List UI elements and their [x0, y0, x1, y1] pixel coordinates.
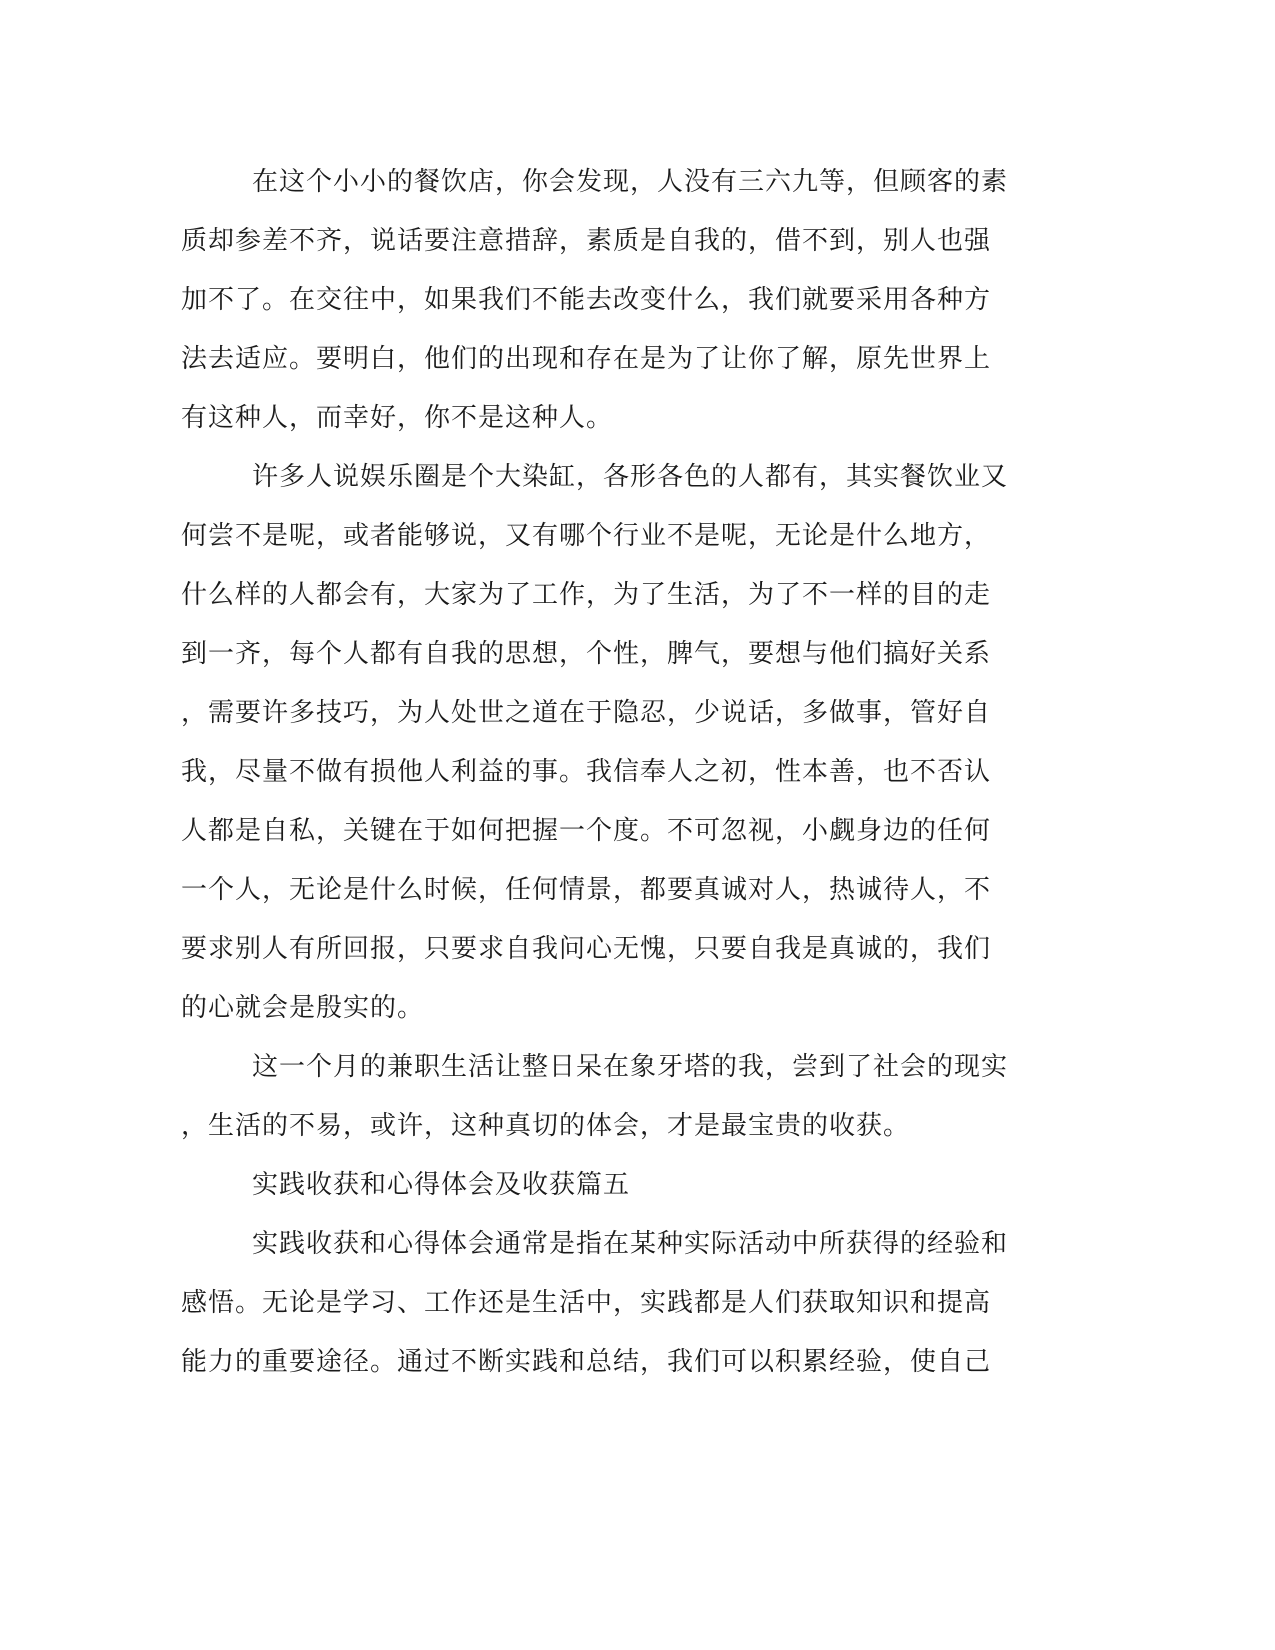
- text-line: [0, 693, 1275, 733]
- paragraph-2-line-1: 许多人说娱乐圈是个大染缸，各形各色的人都有，其实餐饮业又: [252, 462, 1009, 492]
- paragraph-1-line-1: 在这个小小的餐饮店，你会发现，人没有三六九等，但顾客的素: [252, 167, 1009, 197]
- text-line: [0, 575, 1275, 615]
- text-line: [0, 162, 1275, 202]
- section-heading: 实践收获和心得体会及收获篇五: [252, 1170, 631, 1200]
- text-line: [0, 1165, 1275, 1205]
- paragraph-2-line-2: 何尝不是呢，或者能够说，又有哪个行业不是呢，无论是什么地方，: [181, 521, 992, 551]
- text-line: [0, 516, 1275, 556]
- text-line: [0, 457, 1275, 497]
- text-line: [0, 221, 1275, 261]
- paragraph-3-line-2: ，生活的不易，或许，这种真切的体会，才是最宝贵的收获。: [181, 1111, 911, 1141]
- text-line: [0, 870, 1275, 910]
- paragraph-2-line-9: 要求别人有所回报，只要求自我问心无愧，只要自我是真诚的，我们: [181, 934, 992, 964]
- paragraph-3-line-1: 这一个月的兼职生活让整日呆在象牙塔的我，尝到了社会的现实: [252, 1052, 1009, 1082]
- text-line: [0, 811, 1275, 851]
- text-line: [0, 1106, 1275, 1146]
- text-line: [0, 1342, 1275, 1382]
- text-line: [0, 988, 1275, 1028]
- paragraph-2-line-3: 什么样的人都会有，大家为了工作，为了生活，为了不一样的目的走: [181, 580, 992, 610]
- paragraph-2-line-7: 人都是自私，关键在于如何把握一个度。不可忽视，小觑身边的任何: [181, 816, 992, 846]
- text-line: [0, 339, 1275, 379]
- paragraph-2-line-5: ，需要许多技巧，为人处世之道在于隐忍，少说话，多做事，管好自: [181, 698, 992, 728]
- paragraph-5-line-3: 能力的重要途径。通过不断实践和总结，我们可以积累经验，使自己: [181, 1347, 992, 1377]
- text-line: [0, 1047, 1275, 1087]
- text-line: [0, 280, 1275, 320]
- text-line: [0, 1283, 1275, 1323]
- paragraph-2-line-10: 的心就会是殷实的。: [181, 993, 425, 1023]
- text-line: [0, 752, 1275, 792]
- paragraph-2-line-4: 到一齐，每个人都有自我的思想，个性，脾气，要想与他们搞好关系: [181, 639, 992, 669]
- paragraph-5-line-2: 感悟。无论是学习、工作还是生活中，实践都是人们获取知识和提高: [181, 1288, 992, 1318]
- paragraph-1-line-2: 质却参差不齐，说话要注意措辞，素质是自我的，借不到，别人也强: [181, 226, 992, 256]
- paragraph-5-line-1: 实践收获和心得体会通常是指在某种实际活动中所获得的经验和: [252, 1229, 1009, 1259]
- paragraph-2-line-8: 一个人，无论是什么时候，任何情景，都要真诚对人，热诚待人，不: [181, 875, 992, 905]
- paragraph-1-line-4: 法去适应。要明白，他们的出现和存在是为了让你了解，原先世界上: [181, 344, 992, 374]
- paragraph-2-line-6: 我，尽量不做有损他人利益的事。我信奉人之初，性本善，也不否认: [181, 757, 992, 787]
- text-line: [0, 929, 1275, 969]
- paragraph-1-line-5: 有这种人，而幸好，你不是这种人。: [181, 403, 614, 433]
- text-line: [0, 1224, 1275, 1264]
- text-line: [0, 634, 1275, 674]
- text-line: [0, 398, 1275, 438]
- paragraph-1-line-3: 加不了。在交往中，如果我们不能去改变什么，我们就要采用各种方: [181, 285, 992, 315]
